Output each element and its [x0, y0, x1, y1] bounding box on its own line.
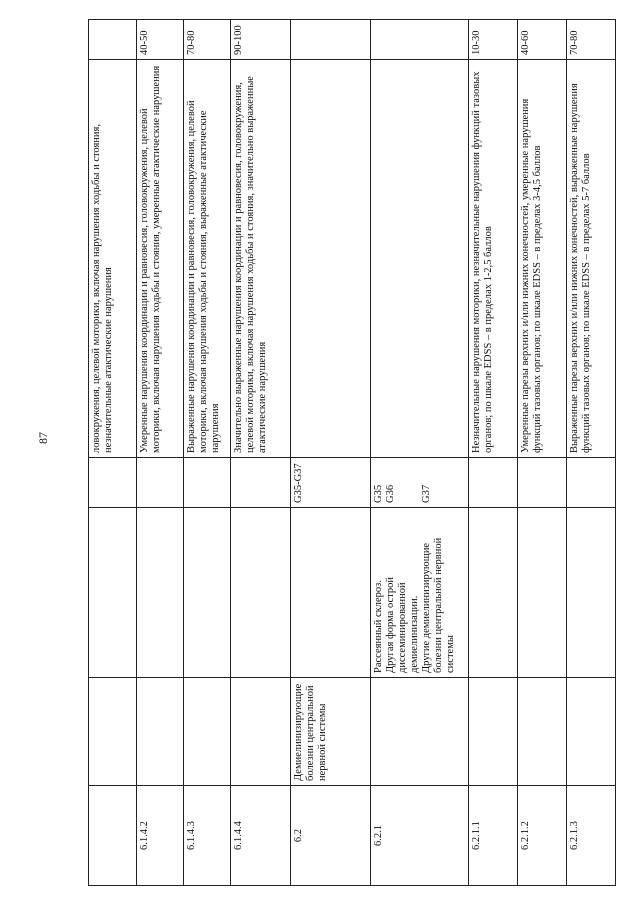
row-nosology: Рассеянный склероз. Другая форма острой диссеминированной демиелинизации. Другие демиелинизирующие болезни центральной нервной системы [371, 508, 468, 678]
row-icd: G35 G36 G37 [371, 458, 468, 508]
table-row [371, 20, 468, 886]
row-description: Значительно выраженные нарушения координации и равновесия, головокружения, целевой моторики, включая нарушения ходьбы и стояния, значительно выраженные атактические нарушения [231, 60, 291, 458]
row-name: Демиелинизирующие болезни центральной нервной системы [290, 678, 371, 786]
row-code: 6.1.4.4 [231, 786, 291, 886]
row-name [517, 678, 566, 786]
row-percent: 90-100 [231, 20, 291, 60]
row-code: 6.1.4.2 [137, 786, 184, 886]
row-name [566, 678, 615, 786]
table-row [566, 20, 615, 886]
row-nosology [137, 508, 184, 678]
row-code: 6.2 [290, 786, 371, 886]
table-row [468, 20, 517, 886]
row-nosology [517, 508, 566, 678]
row-description: Умеренные нарушения координации и равновесия, головокружения, целевой моторики, включая нарушения ходьбы и стояния, умеренные атактические нарушения [137, 60, 184, 458]
row-nosology [184, 508, 231, 678]
disability-table [88, 20, 616, 886]
row-icd [89, 458, 137, 508]
row-percent [290, 20, 371, 60]
row-nosology [290, 508, 371, 678]
table-row [231, 20, 291, 886]
row-percent: 70-80 [184, 20, 231, 60]
row-icd [566, 458, 615, 508]
row-nosology [231, 508, 291, 678]
row-percent: 10-30 [468, 20, 517, 60]
row-percent: 40-60 [517, 20, 566, 60]
row-nosology [89, 508, 137, 678]
row-percent [371, 20, 468, 60]
row-name [137, 678, 184, 786]
page-number: 87 [36, 432, 50, 444]
row-name [184, 678, 231, 786]
row-nosology [566, 508, 615, 678]
row-code: 6.2.1 [371, 786, 468, 886]
row-description: Незначительные нарушения моторики, незначительные нарушения функций тазовых органов; по шкале EDSS – в пределах 1-2,5 баллов [468, 60, 517, 458]
row-description: ловокружения, целевой моторики, включая нарушения ходьбы и стояния, незначительные атактические нарушения [89, 60, 137, 458]
row-icd [231, 458, 291, 508]
table-row [184, 20, 231, 886]
row-description: Выраженные нарушения координации и равновесия, головокружения, целевой моторики, включая нарушения ходьбы и стояния, выраженные атактические нарушения [184, 60, 231, 458]
table-row [517, 20, 566, 886]
row-name [468, 678, 517, 786]
row-code: 6.2.1.2 [517, 786, 566, 886]
row-name [231, 678, 291, 786]
row-name [89, 678, 137, 786]
row-nosology [468, 508, 517, 678]
row-icd [468, 458, 517, 508]
row-description: Умеренные парезы верхних и/или нижних конечностей, умеренные нарушения функций тазовых органов; по шкале EDSS – в пределах 3-4,5 баллов [517, 60, 566, 458]
row-percent: 70-80 [566, 20, 615, 60]
row-code: 6.2.1.1 [468, 786, 517, 886]
table-row [137, 20, 184, 886]
row-code [89, 786, 137, 886]
row-description: Выраженные парезы верхних и/или нижних конечностей, выраженные нарушения функций тазовых органов; по шкале EDSS – в пределах 5-7 баллов [566, 60, 615, 458]
row-code: 6.1.4.3 [184, 786, 231, 886]
row-description [290, 60, 371, 458]
table-row [89, 20, 137, 886]
row-percent [89, 20, 137, 60]
row-percent: 40-50 [137, 20, 184, 60]
row-icd [184, 458, 231, 508]
row-icd: G35-G37 [290, 458, 371, 508]
row-icd [137, 458, 184, 508]
row-name [371, 678, 468, 786]
table-row [290, 20, 371, 886]
row-icd [517, 458, 566, 508]
row-code: 6.2.1.3 [566, 786, 615, 886]
row-description [371, 60, 468, 458]
